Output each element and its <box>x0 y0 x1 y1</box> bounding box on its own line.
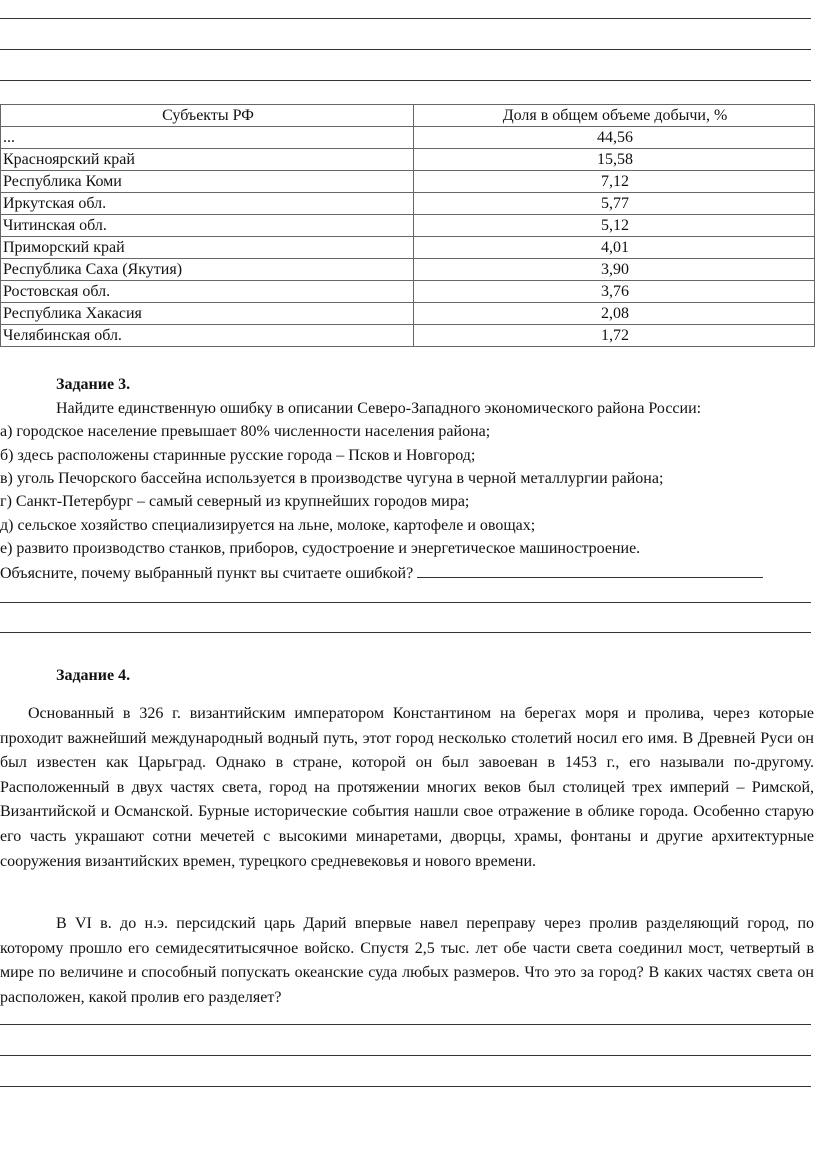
table-row <box>1 193 815 215</box>
cell-subject: Республика Хакасия <box>1 303 414 325</box>
table-row <box>1 171 815 193</box>
task3-title: Задание 3. <box>56 376 131 393</box>
task3-option-v: в) уголь Печорского бассейна используется в производстве чугуна в черной металлургии района; <box>0 470 664 487</box>
table-row <box>1 303 815 325</box>
cell-share: 7,12 <box>414 171 815 193</box>
answer-line <box>0 49 811 50</box>
cell-subject: Ростовская обл. <box>1 281 414 303</box>
cell-share: 1,72 <box>414 325 815 347</box>
table-header-row <box>1 105 815 127</box>
column-header-subject: Субъекты РФ <box>1 105 414 127</box>
cell-share: 2,08 <box>414 303 815 325</box>
cell-subject: Республика Коми <box>1 171 414 193</box>
table-row <box>1 215 815 237</box>
cell-subject: Республика Саха (Якутия) <box>1 259 414 281</box>
answer-line[interactable] <box>0 1086 811 1087</box>
production-share-table <box>0 104 815 347</box>
table-row <box>1 127 815 149</box>
cell-share: 44,56 <box>414 127 815 149</box>
cell-share: 3,90 <box>414 259 815 281</box>
table-row <box>1 281 815 303</box>
task3-option-a: а) городское население превышает 80% численности населения района; <box>0 423 491 440</box>
task3-option-d: д) сельское хозяйство специализируется на льне, молоке, картофеле и овощах; <box>0 517 536 534</box>
task3-explain <box>0 561 763 585</box>
cell-subject: Иркутская обл. <box>1 193 414 215</box>
task3-option-e: е) развито производство станков, приборов, судостроение и энергетическое машиностроение. <box>0 540 641 557</box>
answer-line[interactable] <box>0 1055 811 1056</box>
task4-paragraph-1 <box>0 702 814 874</box>
cell-subject: Красноярский край <box>1 149 414 171</box>
answer-line <box>0 80 811 81</box>
table-row <box>1 237 815 259</box>
table-row <box>1 149 815 171</box>
cell-share: 5,77 <box>414 193 815 215</box>
task3-explain-text: Объясните, почему выбранный пункт вы считаете ошибкой? <box>0 565 414 582</box>
cell-subject: Читинская обл. <box>1 215 414 237</box>
task3-option-g: г) Санкт-Петербург – самый северный из крупнейших городов мира; <box>0 493 470 510</box>
cell-subject: Челябинская обл. <box>1 325 414 347</box>
answer-line[interactable] <box>0 1024 811 1025</box>
cell-subject: Приморский край <box>1 237 414 259</box>
cell-subject: ... <box>1 127 414 149</box>
answer-line[interactable] <box>0 632 811 633</box>
column-header-share: Доля в общем объеме добычи, % <box>414 105 815 127</box>
task4-paragraph-1-text: Основанный в 326 г. византийским императором Константином на берегах моря и пролива, через которые проходит важнейший международный водный путь, этот город несколько столетий носил его имя. В Древней Руси он был известен как Царьград. Однако в стране, которой он был завоеван в 1453 г., его называли по-другому. Расположенный в двух частях света, город на протяжении многих веков был столицей трех империй – Римской, Византийской и Османской. Бурные исторические события нашли свое отражение в облике города. Особенно старую его часть украшают сотни мечетей с высокими минаретами, дворцы, храмы, фонтаны и другие архитектурные сооружения византийских времен, турецкого средневековья и нового времени. <box>0 705 814 870</box>
task4-paragraph-2 <box>0 912 814 1010</box>
cell-share: 5,12 <box>414 215 815 237</box>
task4-title: Задание 4. <box>56 667 131 684</box>
cell-share: 15,58 <box>414 149 815 171</box>
answer-line <box>0 18 811 19</box>
table-row <box>1 259 815 281</box>
answer-field[interactable] <box>417 561 763 578</box>
table-row <box>1 325 815 347</box>
task4-paragraph-2-text: В VI в. до н.э. персидский царь Дарий впервые навел переправу через пролив разделяющий город, по которому прошло его семидесятитысячное войско. Спустя 2,5 тыс. лет обе части света соединил мост, четвертый в мире по величине и способный попускать океанские суда любых размеров. Что это за город? В каких частях света он расположен, какой пролив его разделяет? <box>0 915 814 1006</box>
cell-share: 3,76 <box>414 281 815 303</box>
task3-option-b: б) здесь расположены старинные русские города – Псков и Новгород; <box>0 447 476 464</box>
cell-share: 4,01 <box>414 237 815 259</box>
answer-line[interactable] <box>0 602 811 603</box>
task3-question: Найдите единственную ошибку в описании Северо-Западного экономического района России: <box>56 400 702 417</box>
